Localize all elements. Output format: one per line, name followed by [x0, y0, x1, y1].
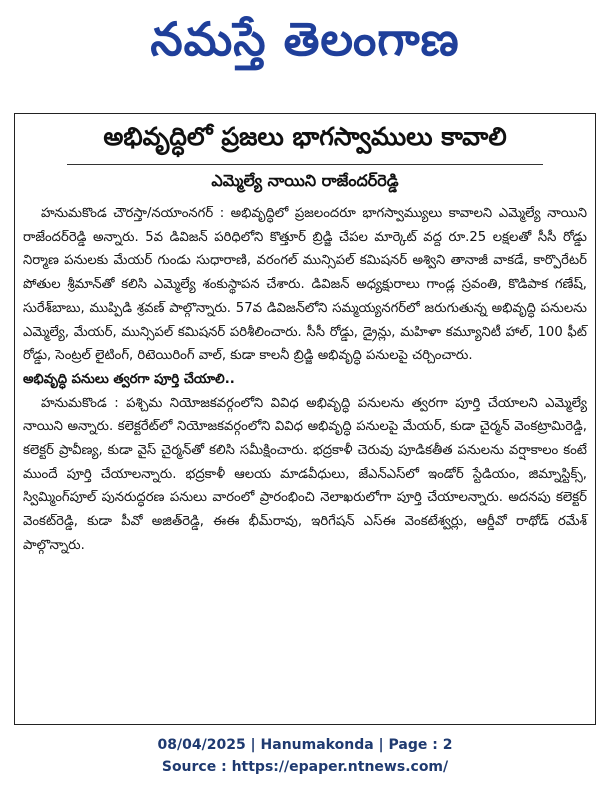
article-paragraph: హనుమకొండ : పశ్చిమ నియోజకవర్గంలోని వివిధ అభివృద్ధి పనులను త్వరగా పూర్తి చేయాలని ఎమ్మెల్యే నాయిని అన్నారు. కలెక్టరేట్‌లో నియోజకవర్గంలోని వివిధ అభివృద్ధి పనులపై మేయర్, కుడా చైర్మన్ వెంకట్రామిరెడ్డి, కలెక్టర్ ప్రావీణ్య, కుడా వైస్ చైర్మన్‌తో కలిసి సమీక్షించారు. భద్రకాళీ చెరువు పూడికతీత పనులను వర్షాకాలం కంటే ముందే పూర్తి చేయాలన్నారు. భద్రకాళీ ఆలయ మాడవీధులు, జేఎన్ఎస్‌లో ఇండోర్ స్టేడియం, జిమ్నాస్టిక్స్, స్విమ్మింగ్‌పూల్ పునరుద్ధరణ పనులు వారంలో ప్రారంభించి నెలాఖరులోగా పూర్తి చేయాలన్నారు. అదనపు కలెక్టర్ వెంకట్‌రెడ్డి, కుడా పీవో అజిత్‌రెడ్డి, ఈఈ భీమ్‌రావు, ఇరిగేషన్ ఎస్ఈ వెంకటేశ్వర్లు, ఆర్డీవో రాథోడ్ రమేశ్ పాల్గొన్నారు.	[23, 395, 587, 553]
source-info: Source : https://epaper.ntnews.com/	[161, 759, 449, 775]
byline-divider	[67, 164, 543, 165]
masthead	[0, 0, 610, 78]
article-clipping	[14, 113, 596, 725]
newspaper-logo: నమస్తే తెలంగాణ	[150, 12, 460, 66]
clipping-footer	[0, 734, 610, 778]
article-subheading: అభివృద్ధి పనులు త్వరగా పూర్తి చేయాలి..	[23, 371, 235, 387]
article-byline: ఎమ్మెల్యే నాయిని రాజేందర్‌రెడ్డి	[211, 171, 399, 190]
article-headline: అభివృద్ధిలో ప్రజలు భాగస్వాములు కావాలి	[103, 122, 507, 151]
article-body	[23, 202, 587, 558]
edition-info: 08/04/2025 | Hanumakonda | Page : 2	[157, 737, 453, 753]
article-paragraph: హనుమకొండ చౌరస్తా/నయాంనగర్ : అభివృద్ధిలో ప్రజలందరూ భాగస్వామ్యులు కావాలని ఎమ్మెల్యే నాయిని రాజేందర్‌రెడ్డి అన్నారు. 5వ డివిజన్ పరిధిలోని కొత్తూర్ బ్రిడ్జి చేపల మార్కెట్ వద్ద రూ.25 లక్షలతో సీసీ రోడ్డు నిర్మాణ పనులకు మేయర్ గుండు సుధారాణి, వరంగల్ మున్సిపల్ కమిషనర్ అశ్విని తానాజీ వాకడే, కార్పొరేటర్ పోతుల శ్రీమాన్‌తో కలిసి ఎమ్మెల్యే శంకుస్థాపన చేశారు. డివిజన్ అధ్యక్షురాలు గాండ్ల స్రవంతి, కొడిపాక గణేష్, సురేశ్‌బాబు, ముప్పిడి శ్రవణ్ పాల్గొన్నారు. 57వ డివిజన్‌లోని సమ్మయ్యనగర్‌లో జరుగుతున్న అభివృద్ధి పనులను ఎమ్మెల్యే, మేయర్, మున్సిపల్ కమిషనర్ పరిశీలించారు. సీసీ రోడ్డు, డ్రైన్లు, మహిళా కమ్యూనిటీ హాల్, 100 ఫీట్ రోడ్డు, సెంట్రల్ లైటింగ్, రిటెయిరింగ్ వాల్, కుడా కాలనీ బ్రిడ్జి అభివృద్ధి పనులపై చర్చించారు.	[23, 206, 587, 364]
